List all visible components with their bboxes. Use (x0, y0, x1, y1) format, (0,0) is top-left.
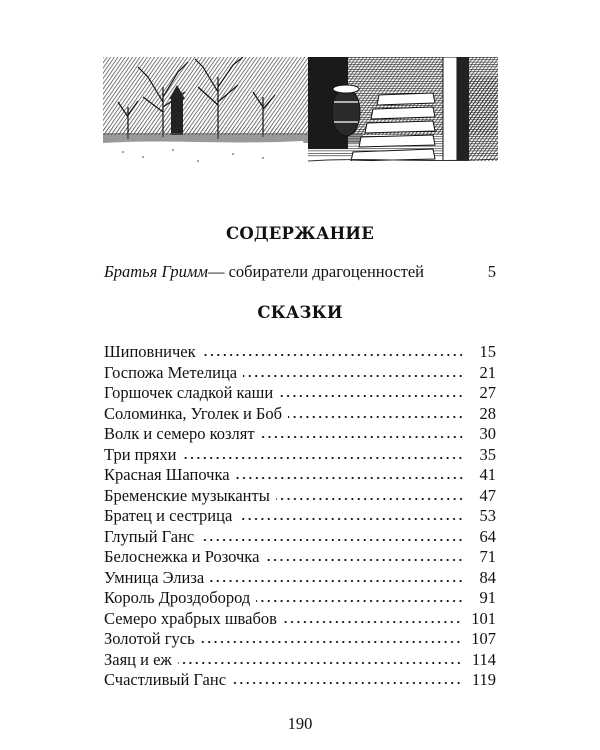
toc-entry[interactable] (104, 568, 496, 589)
toc-entry-page: 53 (479, 506, 496, 525)
dot-leader (265, 558, 464, 562)
toc-entry-page: 119 (471, 670, 496, 689)
toc-entry-page: 114 (471, 649, 496, 669)
intro-entry[interactable] (104, 262, 496, 284)
toc-entry-page: 91 (479, 588, 496, 607)
toc-entry-page: 15 (479, 342, 496, 361)
toc-entry-page: 101 (471, 608, 496, 628)
toc-entry-page: 21 (479, 362, 496, 382)
dot-leader (200, 538, 464, 542)
toc-entry[interactable] (104, 506, 496, 527)
toc-entry[interactable] (104, 547, 496, 568)
toc-entry-page: 41 (479, 465, 496, 484)
toc-entry-page: 30 (479, 424, 496, 443)
dot-leader (210, 579, 464, 583)
dot-leader (182, 456, 464, 460)
toc-entry-page: 47 (479, 485, 496, 505)
page-number: 190 (287, 714, 313, 733)
dot-leader (288, 415, 464, 419)
contents-heading: СОДЕРЖАНИЕ (225, 224, 374, 243)
toc-entry-title: Умница Элиза (104, 567, 205, 587)
toc-entry[interactable] (104, 445, 496, 466)
section-heading: СКАЗКИ (257, 303, 343, 322)
toc-entry[interactable] (104, 650, 496, 671)
dot-leader (232, 681, 462, 685)
toc-entry-title: Король Дроздобород (104, 588, 251, 607)
toc-entry[interactable] (104, 609, 496, 630)
toc-entry[interactable] (104, 670, 496, 691)
toc-entry[interactable] (104, 527, 496, 548)
toc-entry-title: Горшочек сладкой каши (104, 383, 274, 402)
dot-leader (201, 640, 462, 644)
toc-entry-title: Золотой гусь (104, 629, 195, 648)
toc-entry-page: 35 (479, 444, 496, 464)
toc-entry-title: Волк и семеро козлят (104, 424, 255, 443)
toc-entry[interactable] (104, 363, 496, 384)
toc-entry-title: Госпожа Метелица (104, 362, 238, 382)
intro-author: Братья Гримм (104, 262, 208, 281)
toc-entry[interactable] (104, 404, 496, 425)
toc-entry-title: Бременские музыканты (104, 485, 270, 505)
dot-leader (283, 620, 461, 624)
toc-entry-title: Семеро храбрых швабов (104, 608, 277, 628)
dot-leader (276, 497, 464, 501)
winter-scene-illustration (103, 57, 498, 175)
toc-entry-page: 71 (479, 547, 496, 566)
dot-leader (256, 599, 464, 603)
toc-entry[interactable] (104, 486, 496, 507)
toc-entry-page: 84 (479, 567, 496, 587)
dot-leader (202, 353, 464, 357)
toc-entry-title: Братец и сестрица (104, 506, 233, 525)
dot-leader (238, 517, 464, 521)
toc-entry-page: 64 (479, 526, 496, 546)
dot-leader (178, 661, 462, 665)
toc-entry[interactable] (104, 342, 496, 363)
dot-leader (243, 374, 464, 378)
toc-entry-page: 27 (479, 383, 496, 402)
toc-entry-page: 28 (479, 403, 496, 423)
toc-entry[interactable] (104, 383, 496, 404)
intro-title: — собиратели драгоценностей (207, 262, 424, 281)
toc-entry-title: Счастливый Ганс (104, 670, 227, 689)
toc-entry-page: 107 (471, 629, 496, 648)
toc-entry-title: Красная Шапочка (104, 465, 230, 484)
dot-leader (236, 476, 464, 480)
dot-leader (279, 394, 464, 398)
toc-entry[interactable] (104, 588, 496, 609)
dot-leader (261, 435, 464, 439)
toc-entry[interactable] (104, 424, 496, 445)
toc-entry[interactable] (104, 465, 496, 486)
toc-entry-title: Заяц и еж (104, 649, 172, 669)
toc-entry-title: Шиповничек (104, 342, 196, 361)
toc-entry-title: Соломинка, Уголек и Боб (104, 403, 283, 423)
toc-entry-title: Белоснежка и Розочка (104, 547, 260, 566)
intro-page-number: 5 (487, 262, 496, 281)
table-of-contents (104, 342, 496, 691)
toc-entry-title: Глупый Ганс (104, 526, 195, 546)
toc-entry-title: Три пряхи (104, 444, 177, 464)
toc-entry[interactable] (104, 629, 496, 650)
